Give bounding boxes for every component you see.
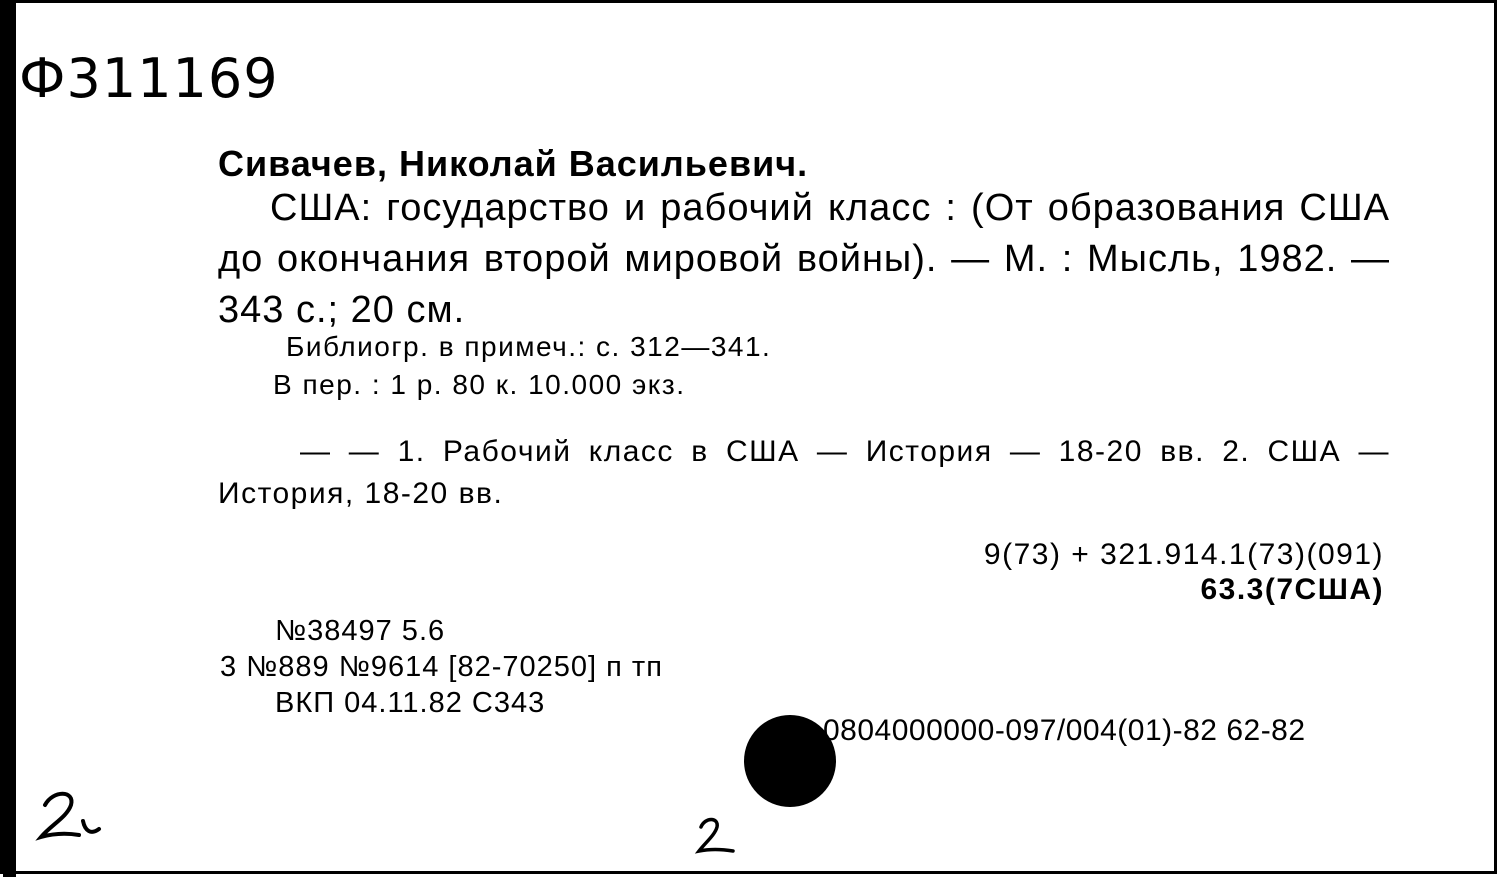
- handwritten-mark-bottom: [693, 813, 743, 858]
- reference-line-3: ВКП 04.11.82 С343: [275, 687, 546, 719]
- reference-line-2: 3 №889 №9614 [82-70250] п тп: [220, 651, 663, 683]
- bibliography-note: Библиогр. в примеч.: с. 312—341.: [286, 331, 772, 362]
- card-id: Ф311169: [19, 47, 279, 110]
- udc-code: 9(73) + 321.914.1(73)(091): [983, 538, 1384, 571]
- isbn-code: 0804000000-097/004(01)-82 62-82: [823, 714, 1306, 747]
- card-left-edge: [3, 3, 16, 877]
- price-note: В пер. : 1 р. 80 к. 10.000 экз.: [273, 369, 686, 400]
- handwritten-mark-left: [33, 785, 113, 845]
- bbk-code: 63.3(7США): [1200, 573, 1384, 606]
- reference-line-1: №38497 5.6: [275, 615, 446, 647]
- subject-headings: — — 1. Рабочий класс в США — История — 18-20 вв. 2. США — История, 18-20 вв.: [218, 435, 1390, 510]
- bibliographic-description: США: государство и рабочий класс : (От образования США до окончания второй мировой войны). — М. : Мысль, 1982. — 343 с.; 20 см.: [218, 187, 1390, 331]
- author-heading: Сивачев, Николай Васильевич.: [218, 143, 809, 184]
